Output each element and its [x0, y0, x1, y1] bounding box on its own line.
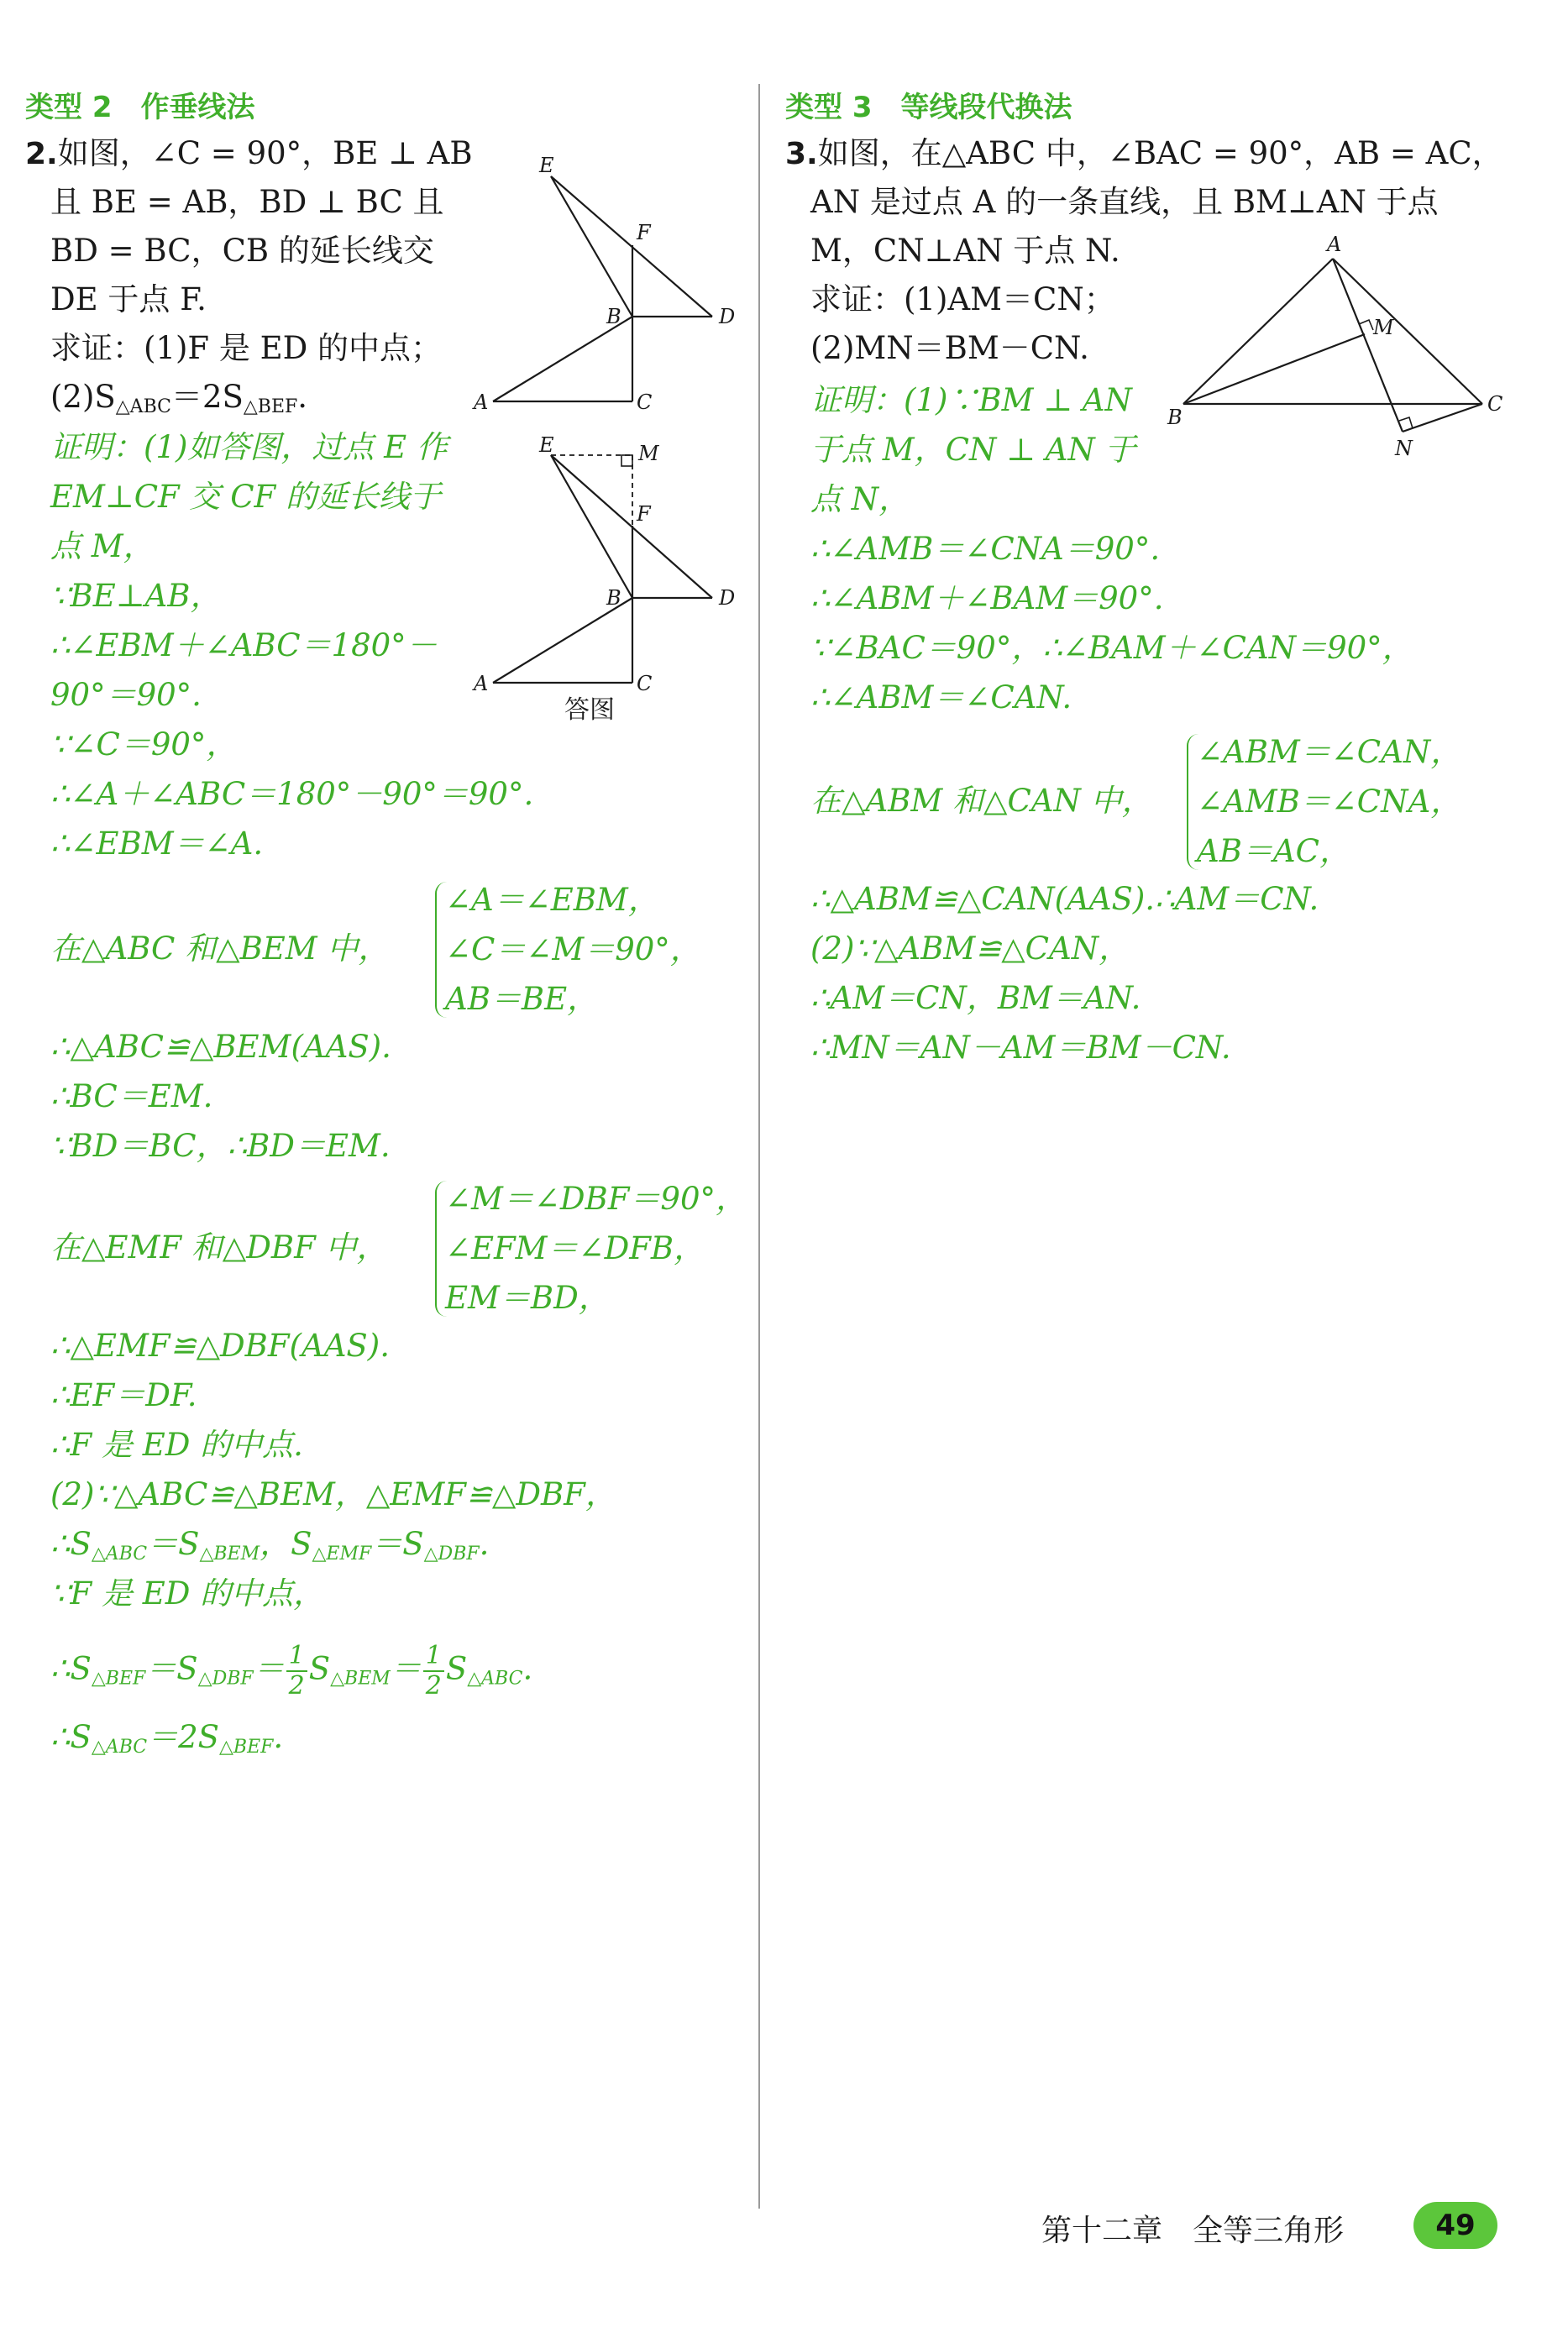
system-1-item: ∠C＝∠M＝90°，	[445, 931, 701, 967]
problem-3-line-5: (2)MN＝BM－CN.	[810, 330, 1089, 366]
segment-AN	[1333, 259, 1403, 432]
system-3-label: 在△ABM 和△CAN 中，	[810, 783, 1153, 819]
label-N: N	[1395, 437, 1413, 460]
proof-2-line-11: ∴BC＝EM.	[50, 1078, 213, 1114]
proof-2-line-5: ∴∠EBM＋∠ABC＝180°－	[50, 627, 438, 663]
label-C: C	[637, 672, 653, 695]
proof-2-line-14: ∴EF＝DF.	[50, 1377, 197, 1413]
label-A: A	[474, 390, 489, 414]
problem-2-line-3: BD = BC，CB 的延长线交	[50, 233, 434, 269]
proof-3-line-10: ∴AM＝CN，BM＝AN.	[810, 980, 1141, 1016]
segment-AB	[493, 317, 632, 401]
section-heading-type3: 类型 3 等线段代换法	[785, 91, 1072, 124]
proof-3-line-11: ∴MN＝AN－AM＝BM－CN.	[810, 1030, 1231, 1066]
proof-2-line-16: (2)∵△ABC≌△BEM，△EMF≌△DBF，	[50, 1476, 616, 1512]
proof-2-line-4: ∵BE⊥AB，	[50, 578, 222, 614]
system-2-item: ∠EFM＝∠DFB，	[445, 1230, 705, 1266]
page-number-badge: 49	[1413, 2202, 1497, 2249]
section-heading-type2: 类型 2 作垂线法	[25, 91, 255, 124]
proof-3-line-2: 于点 M，CN ⊥ AN 于	[810, 432, 1136, 468]
geometry-figure-3	[1163, 231, 1516, 466]
fraction-half: $\frac{1}{2}$	[423, 1642, 444, 1701]
chapter-title: 第十二章 全等三角形	[1041, 2214, 1345, 2248]
label-E: E	[539, 433, 554, 457]
proof-2-line-7: ∵∠C＝90°，	[50, 726, 238, 763]
proof-3-line-6: ∵∠BAC＝90°，∴∠BAM＋∠CAN＝90°，	[810, 630, 1413, 666]
problem-3-line-2: AN 是过点 A 的一条直线，且 BM⊥AN 于点	[810, 184, 1439, 220]
problem-2-line-2: 且 BE = AB，BD ⊥ BC 且	[50, 184, 444, 220]
proof-2-line-1: 证明：(1)如答图，过点 E 作	[50, 429, 448, 465]
area-equation-1: $\therefore S_{\triangle ABC}=S_{\triangle BEM}$，$S_{\triangle EMF}=S_{\triangle DBF}$.	[50, 1526, 490, 1564]
segment-EB	[551, 176, 632, 317]
problem-3-line-3: M，CN⊥AN 于点 N.	[810, 233, 1120, 269]
label-B: B	[606, 305, 621, 328]
area-equation-2: $\therefore S_{\triangle BEF}=S_{\triangle DBF}=$ $\frac{1}{2}$ $S_{\triangle BEM}=$ $\frac{1}{2}$ $S_{\triangle ABC}$.	[50, 1641, 533, 1701]
column-divider	[758, 84, 760, 2209]
proof-3-line-3: 点 N，	[810, 481, 910, 517]
system-3-item: AB＝AC，	[1197, 833, 1350, 869]
system-1-item: ∠A＝∠EBM，	[445, 882, 659, 918]
proof-2-line-3: 点 M，	[50, 528, 155, 564]
segment-CN	[1403, 404, 1482, 432]
equation-system-3	[810, 727, 1533, 878]
fraction-half: $\frac{1}{2}$	[286, 1642, 307, 1701]
system-1-label: 在△ABC 和△BEM 中，	[50, 930, 390, 967]
label-A: A	[1327, 233, 1342, 256]
label-M: M	[1373, 316, 1394, 339]
label-B: B	[1167, 406, 1183, 429]
label-A: A	[474, 672, 489, 695]
proof-2-line-8: ∴∠A＋∠ABC＝180°－90°＝90°.	[50, 776, 534, 812]
label-F: F	[637, 502, 651, 526]
label-C: C	[637, 390, 653, 414]
proof-3-line-1: 证明：(1)∵BM ⊥ AN	[810, 382, 1132, 418]
area-equation-3: $\therefore S_{\triangle ABC}=2S_{\triangle BEF}$.	[50, 1719, 284, 1758]
problem-3-line-4: 求证：(1)AM＝CN；	[810, 281, 1115, 317]
system-2-label: 在△EMF 和△DBF 中，	[50, 1229, 388, 1266]
label-C: C	[1487, 392, 1503, 416]
label-E: E	[539, 154, 554, 177]
problem-2-line-5: 求证：(1)F 是 ED 的中点；	[50, 330, 443, 366]
system-3-item: ∠ABM＝∠CAN，	[1197, 734, 1462, 770]
system-2-item: EM＝BD，	[445, 1280, 610, 1316]
problem-3-line-1: 3.如图，在△ABC 中，∠BAC = 90°，AB = AC，	[785, 135, 1503, 171]
label-D: D	[719, 305, 736, 328]
system-1-item: AB＝BE，	[445, 981, 599, 1017]
segment-AB	[493, 598, 632, 683]
problem-3-number: 3.	[785, 137, 818, 171]
problem-2-line-6: $(2)S_{\triangle ABC}=2S_{\triangle BEF}$.	[50, 379, 308, 417]
proof-3-line-8: ∴△ABM≌△CAN(AAS).∴AM＝CN.	[810, 881, 1319, 917]
proof-2-line-9: ∴∠EBM＝∠A.	[50, 825, 264, 862]
proof-2-line-17: ∵F 是 ED 的中点，	[50, 1575, 325, 1612]
proof-2-line-15: ∴F 是 ED 的中点.	[50, 1427, 303, 1463]
segment-EB	[551, 455, 632, 598]
proof-2-line-12: ∵BD＝BC，∴BD＝EM.	[50, 1128, 391, 1164]
label-F: F	[637, 221, 651, 244]
problem-2-number: 2.	[25, 137, 58, 171]
proof-3-line-5: ∴∠ABM＋∠BAM＝90°.	[810, 580, 1164, 616]
problem-2-line-1: 2.如图，∠C = 90°，BE ⊥ AB	[25, 135, 473, 171]
geometry-answer-figure	[470, 428, 747, 731]
proof-2-line-6: 90°＝90°.	[50, 677, 202, 713]
geometry-figure-1	[470, 147, 747, 416]
right-angle-mark	[621, 455, 632, 466]
segment-AC	[1333, 259, 1482, 404]
proof-3-line-4: ∴∠AMB＝∠CNA＝90°.	[810, 531, 1161, 567]
proof-3-line-7: ∴∠ABM＝∠CAN.	[810, 679, 1072, 715]
system-2-item: ∠M＝∠DBF＝90°，	[445, 1181, 747, 1217]
system-3-item: ∠AMB＝∠CNA，	[1197, 784, 1462, 820]
label-M: M	[638, 442, 659, 465]
proof-2-line-10: ∴△ABC≌△BEM(AAS).	[50, 1029, 391, 1065]
problem-2-line-4: DE 于点 F.	[50, 281, 207, 317]
equation-system-1	[50, 875, 722, 1026]
proof-2-line-2: EM⊥CF 交 CF 的延长线于	[50, 479, 441, 515]
segment-BM	[1183, 334, 1365, 404]
proof-3-line-9: (2)∵△ABM≌△CAN，	[810, 930, 1130, 967]
equation-system-2	[50, 1174, 747, 1325]
figure-caption: 答图	[564, 695, 615, 725]
label-B: B	[606, 586, 621, 610]
proof-2-line-13: ∴△EMF≌△DBF(AAS).	[50, 1328, 390, 1364]
label-D: D	[719, 586, 736, 610]
segment-AB	[1183, 259, 1333, 404]
